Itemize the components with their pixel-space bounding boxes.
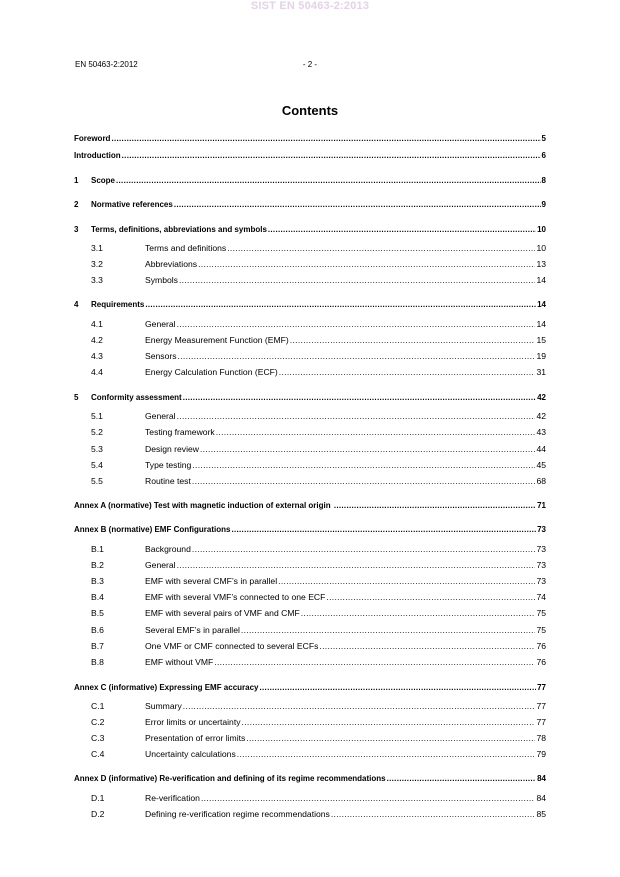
dot-leader [319,641,535,651]
toc-entry-annex-d[interactable] [74,770,546,784]
toc-number: B.3 [91,576,104,586]
dot-leader [174,200,541,210]
toc-number: B.1 [91,544,104,554]
toc-entry-5-2[interactable] [91,423,546,437]
toc-number: 5.3 [91,444,103,454]
toc-entry-annex-a[interactable] [74,497,546,511]
toc-page: 44 [536,444,546,454]
toc-entry-annex-c[interactable] [74,679,546,693]
toc-label: Sensors [145,351,177,361]
toc-label: Terms, definitions, abbreviations and symbols [91,225,267,234]
toc-page: 77 [536,717,546,727]
toc-page: 10 [536,243,546,253]
toc-page: 84 [536,793,546,803]
dot-leader [237,749,536,759]
toc-number: 1 [74,176,79,185]
toc-number: B.4 [91,592,104,602]
toc-page: 73 [536,576,546,586]
dot-leader [216,427,536,437]
toc-page: 8 [541,176,546,185]
toc-page: 19 [536,351,546,361]
toc-page: 84 [537,774,546,783]
document-id: EN 50463-2:2012 [75,60,138,69]
toc-number: B.6 [91,625,104,635]
toc-number: 5.1 [91,411,103,421]
dot-leader [116,176,541,186]
toc-label: EMF without VMF [145,657,214,667]
toc-label: Several EMF’s in parallel [145,625,240,635]
toc-page: 45 [536,460,546,470]
dot-leader [122,151,541,161]
dot-leader [177,319,536,329]
dot-leader [214,657,535,667]
toc-label: Testing framework [145,427,215,437]
dot-leader [183,393,536,403]
toc-label: Symbols [145,275,178,285]
toc-label: Scope [91,176,116,185]
page-number: - 2 - [302,60,318,69]
dot-leader [200,444,535,454]
dot-leader [179,275,535,285]
toc-page: 13 [536,259,546,269]
toc-entry-5-5[interactable] [91,472,546,486]
dot-leader [278,576,535,586]
toc-number: C.3 [91,733,105,743]
toc-label: Annex C (informative) Expressing EMF accuracy [74,683,259,692]
dot-leader [241,625,536,635]
toc-entry-4-1[interactable] [91,315,546,329]
dot-leader [268,225,536,235]
toc-entry-c-4[interactable] [91,745,546,759]
toc-label: Annex A (normative) Test with magnetic induction of external origin [74,501,333,510]
toc-entry-d-1[interactable] [91,789,546,803]
toc-page: 5 [541,134,546,143]
toc-page: 43 [536,427,546,437]
toc-entry-3-2[interactable] [91,255,546,269]
dot-leader [192,476,536,486]
dot-leader [145,300,536,310]
toc-page: 73 [536,544,546,554]
toc-label: General [145,411,176,421]
dot-leader [231,525,536,535]
toc-page: 79 [536,749,546,759]
toc-page: 75 [536,608,546,618]
dot-leader [201,793,536,803]
toc-entry-c-1[interactable] [91,697,546,711]
toc-page: 77 [537,683,546,692]
toc-page: 71 [537,501,546,510]
toc-entry-3-3[interactable] [91,271,546,285]
toc-number: C.2 [91,717,105,727]
toc-page: 6 [541,151,546,160]
dot-leader [192,544,536,554]
dot-leader [246,733,535,743]
toc-page: 14 [537,300,546,309]
toc-entry-5[interactable] [74,389,546,403]
toc-number: 2 [74,200,79,209]
toc-page: 9 [541,200,546,209]
toc-label: EMF with several CMF’s in parallel [145,576,278,586]
toc-entry-b-4[interactable] [91,588,546,602]
toc-number: 4.3 [91,351,103,361]
toc-label: Energy Measurement Function (EMF) [145,335,289,345]
toc-number: 3.1 [91,243,103,253]
dot-leader [111,134,540,144]
toc-label: Annex B (normative) EMF Configurations [74,525,231,534]
toc-label: Requirements [91,300,145,309]
toc-label: Defining re-verification regime recommendations [145,809,330,819]
toc-label: Terms and definitions [145,243,227,253]
toc-page: 42 [536,411,546,421]
toc-entry-1[interactable] [74,172,546,186]
toc-page: 14 [536,319,546,329]
toc-page: 15 [536,335,546,345]
toc-label: Error limits or uncertainty [145,717,241,727]
toc-entry-annex-b[interactable] [74,521,546,535]
toc-entry-5-4[interactable] [91,456,546,470]
toc-number: 5 [74,393,79,402]
toc-entry-foreword[interactable] [74,130,546,144]
toc-label: Presentation of error limits [145,733,246,743]
toc-entry-4-2[interactable] [91,331,546,345]
toc-entry-3[interactable] [74,221,546,235]
toc-label: Energy Calculation Function (ECF) [145,367,278,377]
toc-entry-b-7[interactable] [91,637,546,651]
toc-page: 75 [536,625,546,635]
toc-page: 78 [536,733,546,743]
toc-page: 73 [537,525,546,534]
toc-label: EMF with several pairs of VMF and CMF [145,608,300,618]
toc-number: B.5 [91,608,104,618]
toc-page: 42 [537,393,546,402]
dot-leader [326,592,535,602]
toc-number: 4.1 [91,319,103,329]
watermark: SIST EN 50463-2:2013 [250,0,370,12]
toc-label: Abbreviations [145,259,198,269]
toc-number: B.8 [91,657,104,667]
toc-entry-5-3[interactable] [91,440,546,454]
toc-entry-b-3[interactable] [91,572,546,586]
toc-label: General [145,560,176,570]
toc-page: 31 [536,367,546,377]
toc-page: 77 [536,701,546,711]
toc-number: 5.4 [91,460,103,470]
dot-leader [192,460,535,470]
toc-page: 74 [536,592,546,602]
toc-number: 3.3 [91,275,103,285]
toc-entry-3-1[interactable] [91,239,546,253]
toc-number: D.2 [91,809,105,819]
toc-label: Type testing [145,460,192,470]
toc-page: 10 [537,225,546,234]
dot-leader [290,335,536,345]
toc-page: 76 [536,657,546,667]
toc-entry-introduction[interactable] [74,147,546,161]
dot-leader [334,501,536,511]
toc-number: 5.5 [91,476,103,486]
dot-leader [183,701,536,711]
toc-number: 3.2 [91,259,103,269]
toc-label: Design review [145,444,199,454]
toc-number: C.1 [91,701,105,711]
toc-entry-b-8[interactable] [91,653,546,667]
dot-leader [178,351,536,361]
toc-label: Normative references [91,200,173,209]
toc-label: Introduction [74,151,121,160]
toc-label: One VMF or CMF connected to several ECFs [145,641,319,651]
toc-label: Conformity assessment [91,393,182,402]
toc-page: 76 [536,641,546,651]
dot-leader [279,367,536,377]
toc-page: 68 [536,476,546,486]
toc-number: B.2 [91,560,104,570]
toc-label: Annex D (informative) Re-verification and defining of its regime recommendations [74,774,386,783]
dot-leader [227,243,535,253]
toc-entry-c-2[interactable] [91,713,546,727]
toc-entry-4-3[interactable] [91,347,546,361]
toc-number: 4.4 [91,367,103,377]
dot-leader [260,683,537,693]
toc-page: 73 [536,560,546,570]
dot-leader [301,608,536,618]
toc-entry-4-4[interactable] [91,363,546,377]
dot-leader [331,809,536,819]
toc-entry-5-1[interactable] [91,407,546,421]
toc-entry-d-2[interactable] [91,805,546,819]
toc-page: 14 [536,275,546,285]
toc-number: C.4 [91,749,105,759]
toc-label: EMF with several VMF’s connected to one ECF [145,592,326,602]
toc-label: Uncertainty calculations [145,749,236,759]
toc-label: Re-verification [145,793,200,803]
dot-leader [387,774,536,784]
toc-entry-2[interactable] [74,196,546,210]
toc-entry-b-1[interactable] [91,540,546,554]
toc-number: D.1 [91,793,105,803]
toc-number: 5.2 [91,427,103,437]
toc-label: Summary [145,701,182,711]
dot-leader [198,259,535,269]
toc-label: Background [145,544,191,554]
toc-label: Foreword [74,134,111,143]
page-title: Contents [281,103,339,118]
toc-entry-b-5[interactable] [91,604,546,618]
dot-leader [177,411,536,421]
toc-page: 85 [536,809,546,819]
toc-number: 4 [74,300,79,309]
dot-leader [242,717,536,727]
toc-number: B.7 [91,641,104,651]
toc-entry-b-2[interactable] [91,556,546,570]
toc-entry-4[interactable] [74,296,546,310]
toc-label: General [145,319,176,329]
toc-entry-c-3[interactable] [91,729,546,743]
dot-leader [177,560,536,570]
toc-number: 4.2 [91,335,103,345]
toc-entry-b-6[interactable] [91,621,546,635]
toc-label: Routine test [145,476,191,486]
toc-number: 3 [74,225,79,234]
